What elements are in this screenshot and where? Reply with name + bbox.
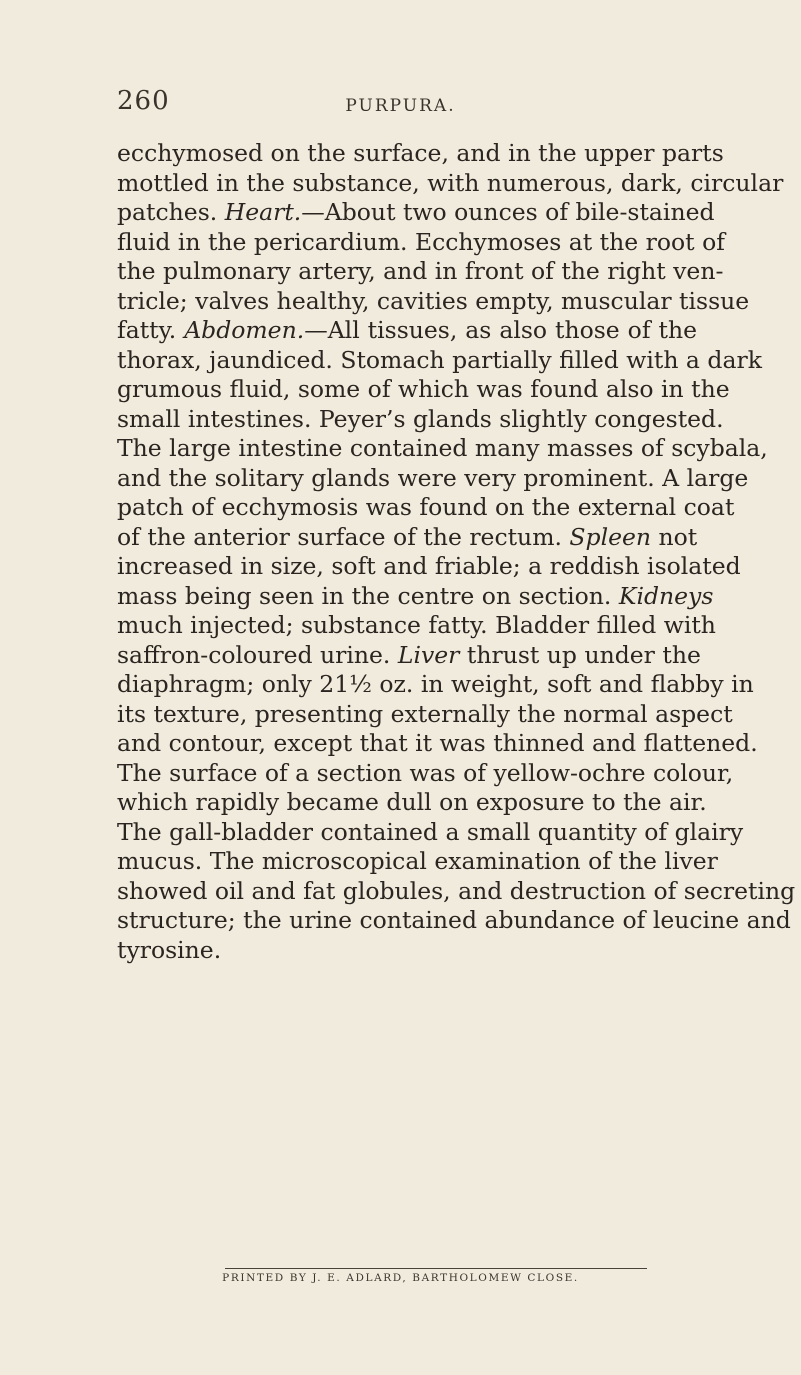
text-run: mottled in the substance, with numerous, dark, circular [117, 168, 784, 197]
text-run: which rapidly became dull on exposure to the air. [117, 788, 707, 816]
text-line [117, 670, 754, 700]
text-run: showed oil and fat globules, and destruction of secreting [117, 876, 796, 905]
text-run: The large intestine contained many masses of scybala, [117, 434, 768, 462]
text-line [117, 257, 724, 287]
text-line [117, 552, 741, 582]
text-run: —All tissues, as also those of the [304, 316, 697, 344]
text-line [117, 847, 718, 877]
text-run: increased in size, soft and friable; a reddish isolated [117, 552, 741, 580]
text-line [117, 198, 715, 228]
text-run: of the anterior surface of the rectum. [117, 522, 570, 551]
text-line [117, 699, 733, 730]
text-line [117, 817, 744, 848]
text-line [117, 375, 730, 405]
text-line [117, 463, 749, 494]
body-paragraph [117, 139, 796, 965]
italic-heading: Abdomen. [184, 316, 305, 344]
text-line [117, 936, 697, 966]
text-line [117, 345, 762, 376]
text-line [117, 729, 758, 759]
running-head: PURPURA. [345, 96, 456, 116]
text-line [117, 493, 735, 523]
text-line [117, 434, 768, 464]
text-run: fluid in the pericardium. Ecchymoses at the root of [117, 227, 725, 256]
text-run: thrust up under the [459, 640, 701, 669]
text-run: mass being seen in the centre on section. [117, 581, 619, 610]
text-run: saffron-coloured urine. [117, 640, 398, 669]
text-run: mucus. The microscopical examination of the liver [117, 847, 718, 875]
text-line [117, 788, 707, 818]
italic-heading: Spleen [569, 522, 652, 551]
text-run: grumous fluid, some of which was found also in the [117, 375, 730, 403]
text-line [117, 906, 791, 936]
text-run: patches. [117, 198, 225, 226]
italic-heading: Liver [397, 640, 460, 669]
text-run: The gall-bladder contained a small quantity of glairy [117, 817, 744, 846]
text-run: not [651, 522, 698, 551]
text-run: and contour, except that it was thinned and flattened. [117, 729, 758, 757]
text-line [117, 611, 716, 641]
text-run: —About two ounces of bile-stained [301, 198, 715, 226]
text-run: The surface of a section was of yellow-ochre colour, [117, 758, 734, 787]
text-run: and the solitary glands were very prominent. A large [117, 463, 749, 492]
text-line [117, 758, 734, 789]
text-run: its texture, presenting externally the normal aspect [117, 699, 733, 728]
italic-heading: Heart. [224, 198, 302, 226]
text-run: patch of ecchymosis was found on the external coat [117, 493, 735, 521]
text-line [117, 876, 796, 907]
italic-heading: Kidneys [618, 581, 714, 610]
text-run: fatty. [117, 316, 185, 344]
text-line [117, 168, 784, 199]
text-run: small intestines. Peyer’s glands slightly congested. [117, 404, 724, 433]
text-line [117, 316, 697, 346]
text-line [117, 523, 697, 553]
text-run: tricle; valves healthy, cavities empty, muscular tissue [117, 286, 750, 315]
text-run: the pulmonary artery, and in front of the right ven- [117, 257, 724, 285]
footer-rule [225, 1268, 647, 1269]
text-run: much injected; substance fatty. Bladder filled with [117, 611, 716, 639]
text-run: tyrosine. [117, 935, 222, 964]
text-line [117, 139, 724, 169]
text-line [117, 640, 701, 671]
text-line [117, 581, 714, 612]
text-run: structure; the urine contained abundance of leucine and [117, 906, 791, 934]
text-line [117, 404, 724, 435]
text-run: ecchymosed on the surface, and in the upper parts [117, 139, 724, 167]
printer-imprint: PRINTED BY J. E. ADLARD, BARTHOLOMEW CLOSE. [222, 1272, 579, 1284]
page-number: 260 [117, 86, 170, 116]
text-line [117, 286, 750, 317]
text-line [117, 227, 725, 258]
text-run: thorax, jaundiced. Stomach partially filled with a dark [117, 345, 762, 374]
text-run: diaphragm; only 21½ oz. in weight, soft and flabby in [117, 670, 754, 698]
